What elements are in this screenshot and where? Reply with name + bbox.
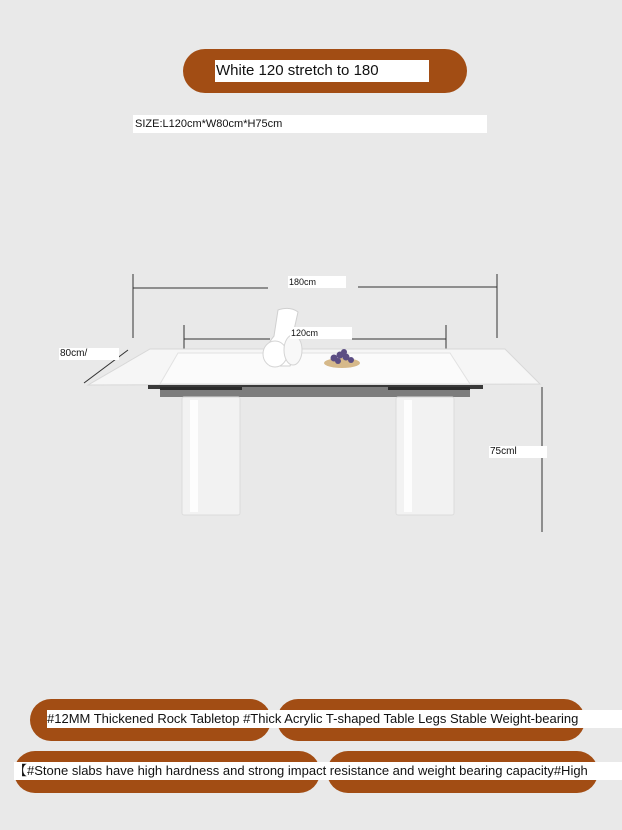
feature-line-2: 【#Stone slabs have high hardness and strong impact resistance and weight bearing capacity#High [14, 762, 622, 780]
dim-height: 75cml [489, 446, 547, 458]
size-spec: SIZE:L120cm*W80cm*H75cm [133, 115, 487, 133]
dim-width: 80cm/ [59, 348, 119, 360]
dimension-lines [84, 274, 542, 532]
product-title: White 120 stretch to 180 [215, 60, 429, 82]
dim-extended-length: 180cm [288, 276, 346, 288]
dim-base-length: 120cm [290, 327, 352, 339]
feature-line-1: #12MM Thickened Rock Tabletop #Thick Acrylic T-shaped Table Legs Stable Weight-bearing [47, 710, 622, 728]
